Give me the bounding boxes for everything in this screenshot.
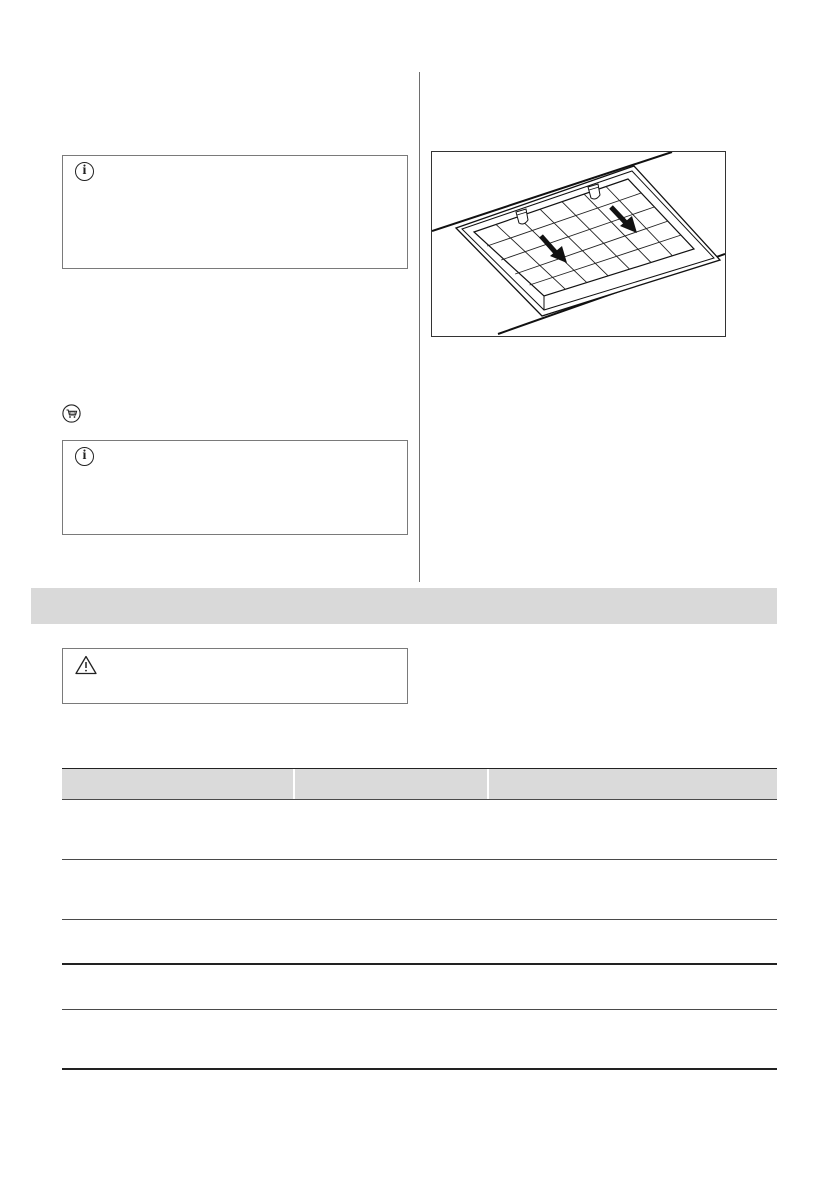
table-row	[62, 965, 777, 1010]
table-cell	[295, 800, 489, 859]
shop-cart-icon	[62, 404, 81, 423]
table-cell	[62, 965, 295, 1009]
table-cell	[62, 800, 295, 859]
table-cell	[295, 1010, 489, 1068]
info-note-1	[62, 155, 408, 269]
table-header-cell	[62, 769, 295, 799]
table-cell	[295, 860, 489, 919]
table-cell	[62, 920, 295, 963]
table-cell	[295, 920, 489, 963]
warning-icon	[75, 655, 97, 675]
info-icon: i	[75, 447, 94, 466]
table-cell	[295, 965, 489, 1009]
table-row	[62, 860, 777, 920]
table-row	[62, 799, 777, 860]
table-cell	[489, 800, 777, 859]
table-header	[62, 768, 777, 799]
table-row	[62, 1010, 777, 1070]
table-cell	[62, 1010, 295, 1068]
column-divider	[419, 72, 420, 582]
filter-figure	[431, 151, 726, 337]
table-cell	[489, 920, 777, 963]
warning-note	[62, 648, 408, 704]
table-cell	[489, 860, 777, 919]
info-note-2	[62, 440, 408, 535]
troubleshooting-table	[62, 768, 777, 1070]
table-cell	[489, 965, 777, 1009]
info-icon: i	[75, 162, 94, 181]
table-header-cell	[489, 769, 777, 799]
table-header-cell	[295, 769, 489, 799]
section-header-bar	[31, 588, 777, 624]
table-row	[62, 920, 777, 965]
table-cell	[489, 1010, 777, 1068]
table-cell	[62, 860, 295, 919]
